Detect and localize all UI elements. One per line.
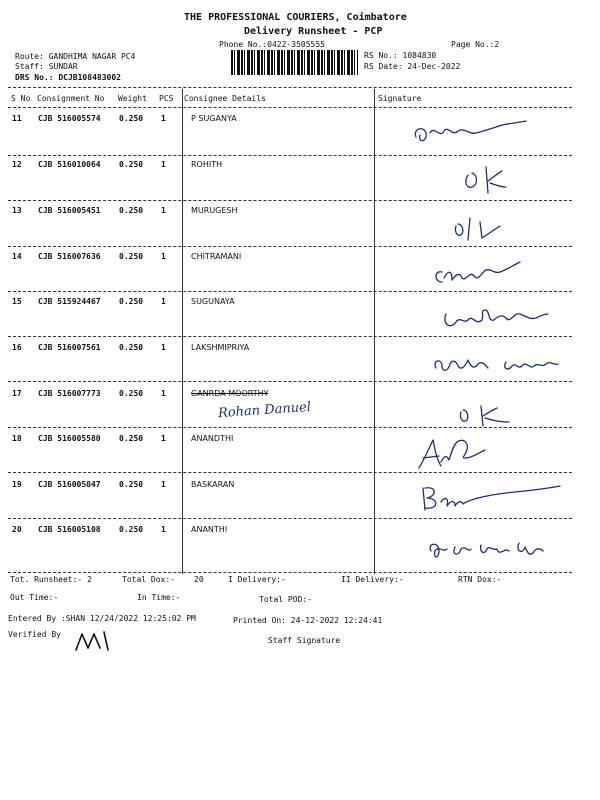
row-sno: 14 [12, 252, 22, 261]
row-consignee: P SUGANYA [191, 114, 237, 123]
row-weight: 0.250 [119, 343, 144, 352]
rs-date: RS Date: 24-Dec-2022 [364, 62, 461, 71]
row-weight: 0.250 [119, 389, 144, 398]
staff-signature-label: Staff Signature [268, 636, 341, 645]
row-consignment: CJB 516005047 [38, 480, 101, 489]
row-consignee: ROHITH [191, 160, 223, 169]
row-weight: 0.250 [119, 160, 144, 169]
signature-row-12 [460, 163, 520, 199]
row-pcs: 1 [161, 297, 166, 306]
row-weight: 0.250 [119, 434, 144, 443]
row-weight: 0.250 [119, 206, 144, 215]
rs-number: RS No.: 1084830 [364, 51, 437, 60]
signature-row-13 [450, 214, 520, 248]
row-consignee: LAKSHMIPRIYA [191, 343, 250, 352]
row-pcs: 1 [161, 252, 166, 261]
row-sno: 19 [12, 480, 22, 489]
phone-number: Phone No.:0422-3505555 [219, 40, 325, 49]
row-weight: 0.250 [119, 480, 144, 489]
signature-row-19 [415, 478, 565, 518]
row-rule [8, 155, 572, 156]
row-sno: 20 [12, 525, 22, 534]
row-sno: 18 [12, 434, 22, 443]
total-runsheet: Tot. Runsheet:- 2 [10, 575, 92, 584]
row-pcs: 1 [161, 160, 166, 169]
signature-row-14 [430, 256, 530, 290]
row-sno: 12 [12, 160, 22, 169]
row-consignment: CJB 516005580 [38, 434, 101, 443]
row-pcs: 1 [161, 114, 166, 123]
signature-row-15 [440, 300, 550, 336]
row-weight: 0.250 [119, 114, 144, 123]
row-consignment: CJB 516005108 [38, 525, 101, 534]
row-sno: 13 [12, 206, 22, 215]
table-header-rule [8, 107, 572, 108]
out-time: Out Time:- [10, 593, 59, 602]
row-pcs: 1 [161, 343, 166, 352]
table-bottom-rule [8, 572, 572, 573]
route: Route: GANDHIMA NAGAR PC4 [15, 52, 136, 61]
column-signature: Signature [378, 94, 422, 103]
row-pcs: 1 [161, 206, 166, 215]
barcode-image [231, 50, 358, 75]
staff: Staff: SUNDAR [15, 62, 78, 71]
signature-row-17 [455, 400, 525, 430]
signature-row-16 [430, 348, 570, 382]
row-pcs: 1 [161, 525, 166, 534]
row-consignee: CHITRAMANI [191, 252, 242, 261]
i-delivery: I Delivery:- [228, 575, 286, 584]
row-rule [8, 200, 572, 201]
row-consignment: CJB 516010064 [38, 160, 101, 169]
signature-row-11 [410, 115, 530, 155]
row-weight: 0.250 [119, 525, 144, 534]
row-consignment: CJB 516005574 [38, 114, 101, 123]
row-sno: 15 [12, 297, 22, 306]
table-row [0, 434, 600, 474]
signature-row-18 [415, 428, 495, 478]
row-consignee: MURUGESH [191, 206, 238, 215]
column-consignment: Consignment No [37, 94, 105, 103]
in-time: In Time:- [137, 593, 181, 602]
document-title: Delivery Runsheet - PCP [244, 26, 383, 37]
signature-row-20 [425, 533, 555, 567]
row-consignee: ANANDTHI [191, 434, 234, 443]
row-consignment: CJB 515924467 [38, 297, 101, 306]
row-rule [8, 336, 572, 337]
row-consignment: CJB 516007636 [38, 252, 101, 261]
total-dox-label: Total Dox:- [122, 575, 175, 584]
total-pod: Total POD:- [259, 595, 312, 604]
row-weight: 0.250 [119, 252, 144, 261]
rtn-dox: RTN Dox:- [458, 575, 502, 584]
column-sno: S No [11, 94, 31, 103]
column-pcs: PCS [159, 94, 174, 103]
row-sno: 16 [12, 343, 22, 352]
verifier-signature [72, 628, 122, 654]
column-weight: Weight [118, 94, 147, 103]
drs-number: DRS No.: DCJB108483002 [15, 73, 121, 82]
column-consignee: Consignee Details [184, 94, 266, 103]
row-rule [8, 518, 572, 519]
row-consignee: BASKARAN [191, 480, 235, 489]
printed-on: Printed On: 24-12-2022 12:24:41 [233, 616, 383, 625]
row-pcs: 1 [161, 389, 166, 398]
row-weight: 0.250 [119, 297, 144, 306]
page-number: Page No.:2 [451, 40, 500, 49]
company-name: THE PROFESSIONAL COURIERS, Coimbatore [184, 12, 407, 23]
row-consignment: CJB 516007561 [38, 343, 101, 352]
row-consignee: ANANTHI [191, 525, 228, 534]
row-rule [8, 291, 572, 292]
row-consignment: CJB 516005451 [38, 206, 101, 215]
row-pcs: 1 [161, 434, 166, 443]
entered-by: Entered By :SHAN 12/24/2022 12:25:02 PM [8, 614, 196, 623]
table-top-rule [8, 87, 572, 88]
row-pcs: 1 [161, 480, 166, 489]
row-consignment: CJB 516007773 [38, 389, 101, 398]
handwritten-note-row-17: Rohan Danuel [217, 399, 312, 422]
ii-delivery: II Delivery:- [341, 575, 404, 584]
total-dox-value: 20 [194, 575, 204, 584]
row-consignee: GANRDA MOORTHY [191, 389, 269, 398]
row-consignee: SUGUNAYA [191, 297, 235, 306]
row-sno: 17 [12, 389, 22, 398]
verified-by: Verified By [8, 630, 61, 639]
row-sno: 11 [12, 114, 22, 123]
